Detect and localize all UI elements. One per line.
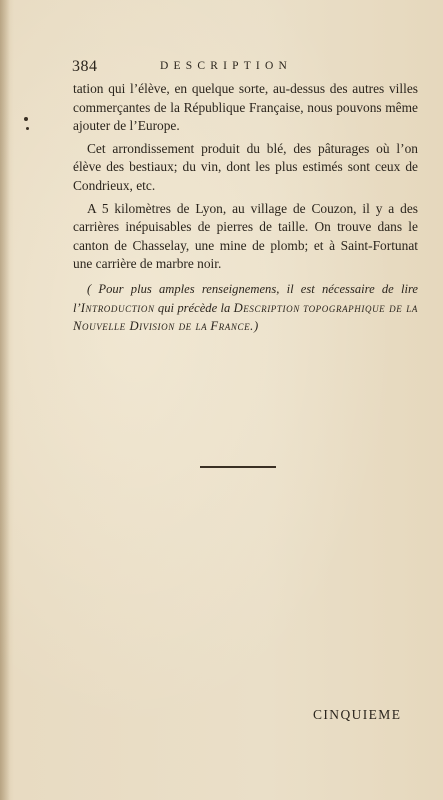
section-divider (200, 466, 276, 468)
text-line: a des carrières inépuisables de pierres de taille. On trouve (73, 200, 418, 235)
paragraph-2 (73, 140, 418, 196)
text-line: villes commerçantes de la République Française, nous (73, 81, 418, 115)
binding-shadow (0, 0, 10, 800)
footnote-paragraph (73, 280, 418, 336)
text-line: tation qui l’élève, en quelque sorte, au-dessus des autres (73, 81, 385, 96)
margin-dot (26, 127, 29, 130)
note-text: de lire l’ (73, 281, 418, 315)
note-text: qui précède la (154, 300, 234, 315)
text-line: Saint-Fortunat une carrière de marbre noir. (73, 237, 418, 272)
page-number: 384 (72, 58, 98, 75)
page-header (72, 58, 412, 78)
note-title-end: France. (210, 319, 254, 334)
margin-dot (24, 117, 28, 121)
catchword: CINQUIEME (313, 707, 402, 722)
text-line: A 5 kilomètres de Lyon, au village de Couzon, il y (87, 200, 383, 216)
text-line: l’on élève des bestiaux; du vin, dont les plus estimés (73, 140, 418, 175)
note-line: ( Pour plus amples renseignemens, il est nécessaire (87, 281, 375, 296)
body-text (73, 80, 418, 340)
note-text: ) (253, 319, 259, 334)
text-line: sont ceux de Condrieux, etc. (73, 159, 418, 193)
introduction-title: Introduction (80, 300, 155, 315)
running-title: DESCRIPTION (160, 60, 292, 72)
text-line: Cet arrondissement produit du blé, des pâturages où (87, 140, 390, 156)
text-line: dans le canton de Chasselay, une mine de plomb; et à (73, 219, 418, 253)
note-title-continued: topographique de la Nouvelle Division de la (73, 300, 418, 334)
description-title: Description (233, 300, 300, 315)
paragraph-1 (73, 80, 418, 136)
paragraph-3 (73, 200, 418, 274)
text-line: pouvons même ajouter de l’Europe. (73, 99, 418, 134)
